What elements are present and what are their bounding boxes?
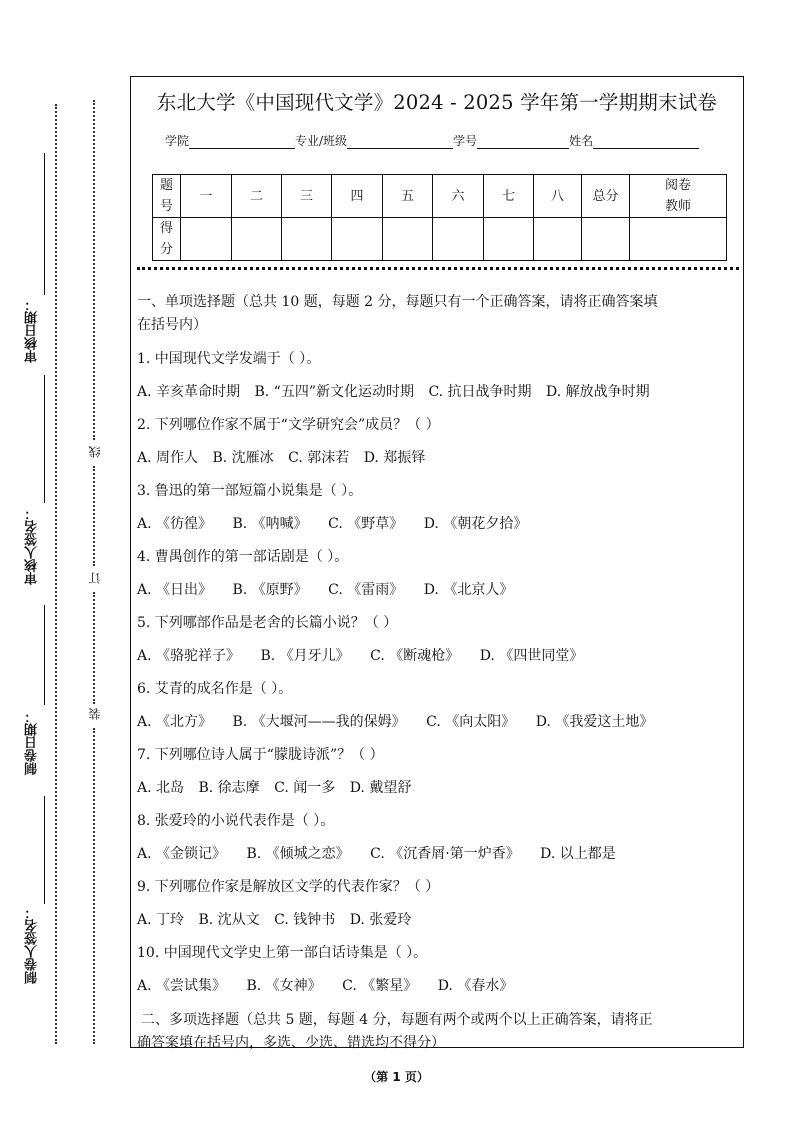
question-1-option-b[interactable]: B. “五四”新文化运动时期: [254, 384, 414, 400]
section-5-header: 五: [383, 175, 433, 218]
reviewer-signature-label: 审核人签名：: [25, 507, 40, 585]
name-field[interactable]: [593, 134, 699, 149]
score-cell-5[interactable]: [383, 218, 433, 261]
question-2: 2. 下列哪位作家不属于“文学研究会”成员？（ ）: [137, 417, 440, 433]
question-7-option-b[interactable]: B. 徐志摩: [198, 780, 260, 796]
review-date-line: [44, 153, 45, 295]
question-8-option-b[interactable]: B. 《倾城之恋》: [246, 846, 350, 862]
question-8-option-c[interactable]: C. 《沉香屑·第一炉香》: [370, 846, 520, 862]
question-6-option-b[interactable]: B. 《大堰河——我的保姆》: [232, 714, 406, 730]
binding-char-zhuang: 装: [88, 708, 102, 720]
major-class-label: 专业/班级: [295, 134, 348, 148]
question-10-option-c[interactable]: C. 《繁星》: [342, 978, 418, 994]
score-cell-4[interactable]: [332, 218, 383, 261]
question-2-options: [137, 447, 425, 467]
maker-signature-line: [44, 796, 45, 904]
question-9-option-c[interactable]: C. 钱钟书: [274, 912, 336, 928]
question-6-option-d[interactable]: D. 《我爱这土地》: [535, 714, 654, 730]
page-number: （第 1 页）: [364, 1070, 429, 1084]
question-9: 9. 下列哪位作家是解放区文学的代表作家？（ ）: [137, 879, 440, 895]
make-date-label: 制卷日期：: [25, 710, 40, 775]
score-cell-1[interactable]: [181, 218, 232, 261]
question-1-options: [137, 381, 650, 401]
question-1: 1. 中国现代文学发端于（ ）。: [137, 351, 321, 367]
question-2-option-b[interactable]: B. 沈雁冰: [212, 450, 274, 466]
section-1-heading-line-1: 一、单项选择题（总共 10 题，每题 2 分，每题只有一个正确答案，请将正确答案填: [137, 294, 658, 310]
maker-signature-label: 制卷人签名：: [25, 906, 40, 984]
question-5: 5. 下列哪部作品是老舍的长篇小说？（ ）: [137, 615, 398, 631]
binding-dots-middle-1: [93, 466, 95, 566]
question-9-option-d[interactable]: D. 张爱玲: [349, 912, 412, 928]
question-8-option-a[interactable]: A. 《金锁记》: [137, 846, 227, 862]
section-6-header: 六: [433, 175, 484, 218]
question-7-option-d[interactable]: D. 戴望舒: [349, 780, 412, 796]
exam-frame: [130, 76, 744, 1051]
binding-dots-top: [93, 100, 95, 440]
section-7-header: 七: [484, 175, 534, 218]
question-9-option-a[interactable]: A. 丁玲: [137, 912, 185, 928]
question-7-option-a[interactable]: A. 北岛: [137, 780, 185, 796]
review-date-label: 审核日期：: [25, 298, 40, 363]
question-3-option-a[interactable]: A. 《彷徨》: [137, 516, 213, 532]
binding-dots-middle-2: [93, 592, 95, 704]
question-5-options: [137, 645, 583, 665]
student-id-label: 学号: [453, 134, 478, 148]
question-1-option-a[interactable]: A. 辛亥革命时期: [137, 384, 241, 400]
make-date-line: [44, 605, 45, 705]
section-3-header: 三: [282, 175, 332, 218]
question-10-options: [137, 975, 513, 995]
question-1-option-c[interactable]: C. 抗日战争时期: [428, 384, 532, 400]
question-2-option-c[interactable]: C. 郭沫若: [288, 450, 350, 466]
question-5-option-a[interactable]: A. 《骆驼祥子》: [137, 648, 241, 664]
question-10-option-a[interactable]: A. 《尝试集》: [137, 978, 227, 994]
total-score-header: 总分: [582, 175, 630, 218]
score-cell-8[interactable]: [534, 218, 582, 261]
question-6-option-a[interactable]: A. 《北方》: [137, 714, 213, 730]
student-info-row: [165, 132, 699, 149]
binding-char-xian: 线: [88, 446, 102, 458]
question-9-options: [137, 909, 411, 929]
score-cell-grader[interactable]: [630, 218, 727, 261]
section-8-header: 八: [534, 175, 582, 218]
binding-dots-bottom: [93, 728, 95, 1044]
major-class-field[interactable]: [347, 134, 453, 149]
score-cell-7[interactable]: [484, 218, 534, 261]
question-2-option-a[interactable]: A. 周作人: [137, 450, 199, 466]
question-8: 8. 张爱玲的小说代表作是（ ）。: [137, 813, 335, 829]
section-2-heading-line-2: 确答案填在括号内，多选、少选、错选均不得分）: [137, 1035, 445, 1051]
question-3-option-b[interactable]: B. 《呐喊》: [232, 516, 308, 532]
reviewer-signature-line: [44, 375, 45, 503]
score-cell-total[interactable]: [582, 218, 630, 261]
question-6-options: [137, 711, 653, 731]
question-3: 3. 鲁迅的第一部短篇小说集是（ ）。: [137, 483, 363, 499]
section-2-heading-line-1: 二、多项选择题（总共 5 题，每题 4 分，每题有两个或两个以上正确答案，请将正: [141, 1012, 653, 1028]
question-8-option-d[interactable]: D. 以上都是: [540, 846, 616, 862]
question-1-option-d[interactable]: D. 解放战争时期: [546, 384, 650, 400]
name-label: 姓名: [569, 134, 594, 148]
question-4-option-c[interactable]: C. 《雷雨》: [328, 582, 404, 598]
margin-dotted-line: [55, 104, 57, 1044]
question-10-option-b[interactable]: B. 《女神》: [246, 978, 322, 994]
section-1-heading-line-2: 在括号内）: [137, 317, 207, 333]
question-4-option-d[interactable]: D. 《北京人》: [423, 582, 514, 598]
dotted-separator: [137, 267, 739, 270]
score-row-label: 得 分: [153, 218, 181, 261]
exam-title: 东北大学《中国现代文学》2024 - 2025 学年第一学期期末试卷: [156, 91, 718, 114]
score-table-score-row: [153, 218, 727, 261]
question-6: 6. 艾青的成名作是（ ）。: [137, 681, 293, 697]
question-8-options: [137, 843, 616, 863]
question-number-header: 题 号: [153, 175, 181, 218]
section-4-header: 四: [332, 175, 383, 218]
college-field[interactable]: [189, 134, 295, 149]
question-7: 7. 下列哪位诗人属于“朦胧诗派”？（ ）: [137, 747, 384, 763]
question-4-option-a[interactable]: A. 《日出》: [137, 582, 213, 598]
question-7-options: [137, 777, 411, 797]
question-10: 10. 中国现代文学史上第一部白话诗集是（ ）。: [137, 945, 428, 961]
question-4-option-b[interactable]: B. 《原野》: [232, 582, 308, 598]
question-6-option-c[interactable]: C. 《向太阳》: [426, 714, 516, 730]
question-10-option-d[interactable]: D. 《春水》: [437, 978, 514, 994]
score-cell-3[interactable]: [282, 218, 332, 261]
question-4: 4. 曹禺创作的第一部话剧是（ ）。: [137, 549, 349, 565]
question-3-options: [137, 513, 527, 533]
score-cell-6[interactable]: [433, 218, 484, 261]
section-2-header: 二: [232, 175, 282, 218]
question-5-option-b[interactable]: B. 《月牙儿》: [260, 648, 350, 664]
question-5-option-d[interactable]: D. 《四世同堂》: [479, 648, 584, 664]
question-9-option-b[interactable]: B. 沈从文: [198, 912, 260, 928]
grader-header: 阅卷 教师: [630, 175, 727, 218]
question-2-option-d[interactable]: D. 郑振铎: [363, 450, 426, 466]
score-cell-2[interactable]: [232, 218, 282, 261]
question-7-option-c[interactable]: C. 闻一多: [274, 780, 336, 796]
college-label: 学院: [165, 134, 190, 148]
question-5-option-c[interactable]: C. 《断魂枪》: [370, 648, 460, 664]
question-3-option-d[interactable]: D. 《朝花夕拾》: [423, 516, 528, 532]
section-1-header: 一: [181, 175, 232, 218]
binding-char-ding: 订: [88, 572, 102, 584]
student-id-field[interactable]: [477, 134, 569, 149]
score-table-header-row: [153, 175, 727, 218]
score-table: [152, 174, 727, 261]
question-4-options: [137, 579, 513, 599]
question-3-option-c[interactable]: C. 《野草》: [328, 516, 404, 532]
